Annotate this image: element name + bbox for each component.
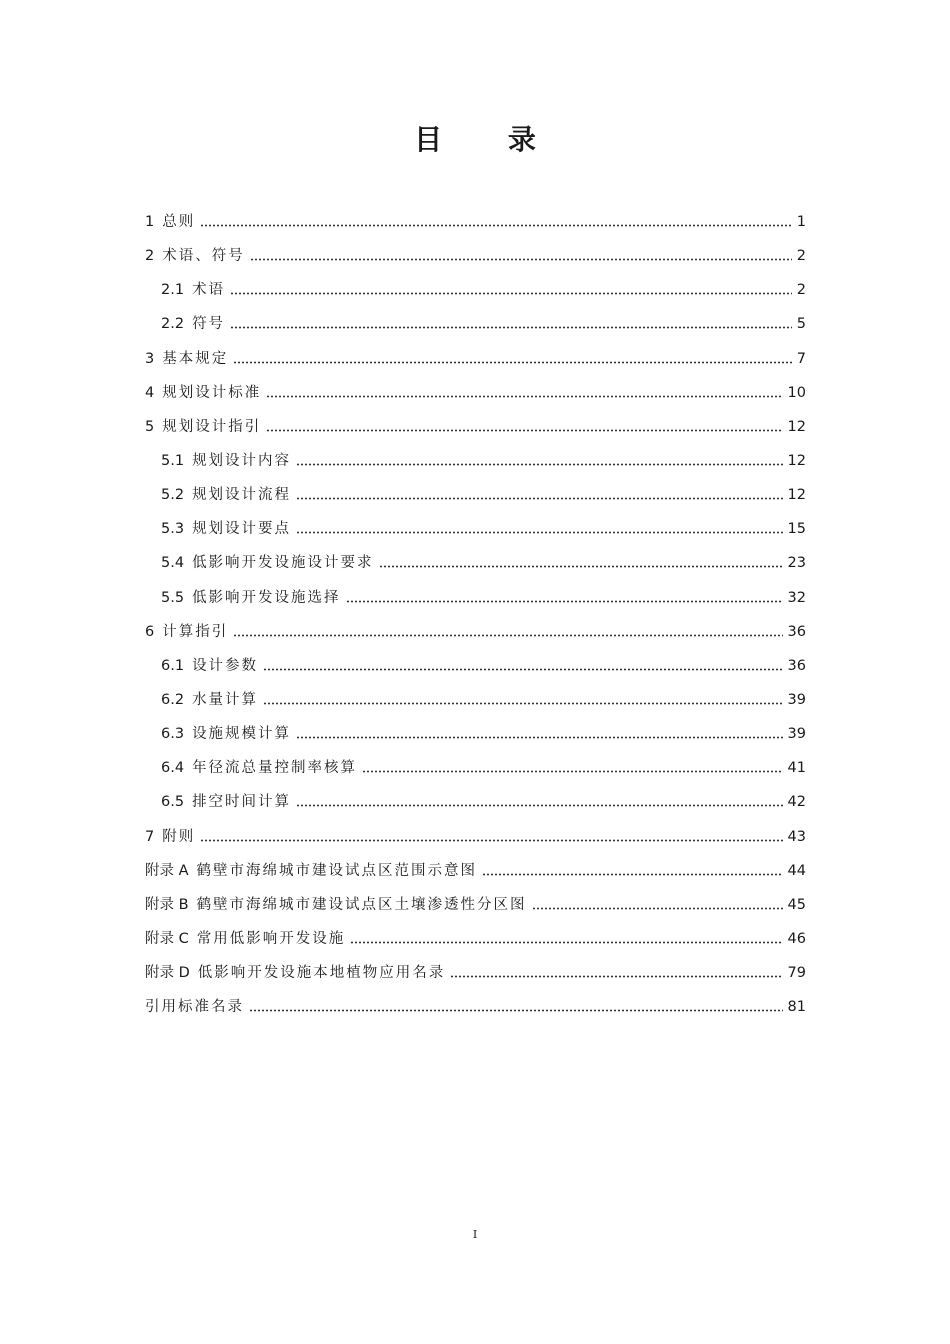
toc-entry-label: 设施规模计算 (192, 726, 292, 743)
toc-entry[interactable] (145, 785, 806, 819)
toc-entry-number: 附录 D (145, 965, 190, 982)
toc-entry[interactable] (145, 273, 806, 307)
toc-entry-label: 排空时间计算 (192, 794, 292, 811)
toc-entry[interactable] (145, 546, 806, 580)
toc-entry[interactable] (145, 307, 806, 341)
toc-entry-label: 常用低影响开发设施 (196, 930, 346, 947)
toc-dot-leader (233, 361, 792, 364)
toc-entry-label: 引用标准名录 (145, 999, 244, 1016)
toc-entry-label: 低影响开发设施选择 (192, 589, 341, 606)
toc-entry[interactable] (145, 956, 806, 990)
toc-entry-page: 12 (787, 452, 806, 469)
toc-entry-page: 79 (787, 965, 806, 982)
toc-entry-number: 5 (145, 418, 155, 435)
toc-dot-leader (200, 839, 782, 842)
toc-dot-leader (450, 975, 782, 978)
toc-entry[interactable] (145, 205, 806, 239)
toc-entry-page: 43 (787, 828, 806, 845)
toc-dot-leader (482, 873, 783, 876)
toc-entry-number: 1 (145, 214, 155, 230)
table-of-contents (145, 205, 806, 1024)
toc-entry[interactable] (145, 990, 806, 1024)
toc-dot-leader (362, 770, 782, 773)
page-title: 目 录 (414, 123, 564, 156)
toc-entry-number: 附录 C (145, 930, 189, 947)
toc-entry[interactable] (145, 683, 806, 717)
toc-entry-label: 年径流总量控制率核算 (192, 760, 358, 777)
toc-entry[interactable] (145, 854, 806, 888)
toc-entry-number: 6.5 (161, 794, 185, 811)
toc-entry-page: 41 (787, 760, 806, 777)
toc-entry[interactable] (145, 751, 806, 785)
toc-entry-label: 规划设计内容 (192, 452, 292, 469)
toc-entry-label: 基本规定 (162, 350, 229, 367)
toc-dot-leader (263, 702, 782, 705)
toc-entry-label: 规划设计指引 (162, 418, 262, 435)
toc-entry-page: 12 (787, 487, 806, 504)
toc-entry-number: 4 (145, 384, 155, 401)
toc-entry-page: 10 (787, 384, 806, 401)
toc-entry-label: 低影响开发设施本地植物应用名录 (197, 965, 446, 982)
toc-dot-leader (200, 224, 792, 227)
toc-entry-label: 设计参数 (192, 657, 259, 674)
toc-entry-number: 6.2 (161, 691, 185, 708)
toc-entry-page: 2 (796, 282, 806, 299)
toc-dot-leader (296, 497, 782, 500)
toc-entry-page: 36 (787, 623, 806, 640)
toc-entry-page: 7 (796, 350, 806, 367)
toc-entry-page: 12 (787, 418, 806, 435)
toc-entry-page: 39 (787, 691, 806, 708)
toc-entry[interactable] (145, 888, 806, 922)
toc-dot-leader (230, 326, 792, 329)
page-number-footer: I (472, 1228, 478, 1241)
toc-entry-page: 15 (787, 521, 806, 538)
toc-entry-number: 3 (145, 350, 155, 367)
toc-entry-number: 附录 A (145, 862, 189, 879)
toc-entry-page: 36 (787, 657, 806, 674)
toc-entry-page: 44 (787, 862, 806, 879)
toc-entry[interactable] (145, 478, 806, 512)
toc-entry-label: 计算指引 (162, 623, 229, 640)
toc-entry-label: 鹤壁市海绵城市建设试点区范围示意图 (196, 862, 478, 879)
toc-entry-label: 低影响开发设施设计要求 (192, 555, 374, 572)
toc-entry[interactable] (145, 444, 806, 478)
toc-entry-label: 符号 (192, 316, 226, 333)
toc-entry[interactable] (145, 717, 806, 751)
toc-dot-leader (379, 565, 783, 568)
toc-entry-number: 附录 B (145, 896, 189, 913)
toc-entry-number: 6 (145, 623, 155, 640)
toc-entry-number: 5.4 (161, 555, 185, 572)
toc-entry-number: 6.3 (161, 726, 185, 743)
toc-entry[interactable] (145, 512, 806, 546)
toc-entry-number: 5.2 (161, 487, 185, 504)
toc-entry-label: 鹤壁市海绵城市建设试点区土壤渗透性分区图 (196, 896, 527, 913)
toc-entry-page: 2 (796, 248, 806, 265)
toc-entry-label: 术语 (192, 282, 226, 299)
toc-entry[interactable] (145, 922, 806, 956)
toc-entry-number: 5.3 (161, 521, 185, 538)
toc-dot-leader (346, 600, 783, 603)
toc-entry-number: 5.5 (161, 589, 185, 606)
toc-entry[interactable] (145, 820, 806, 854)
toc-entry-label: 附则 (162, 828, 196, 845)
toc-entry-number: 5.1 (161, 452, 185, 469)
toc-entry[interactable] (145, 239, 806, 273)
toc-entry-number: 7 (145, 828, 155, 845)
toc-entry-page: 1 (796, 214, 806, 230)
toc-entry-label: 规划设计要点 (192, 521, 292, 538)
toc-entry-number: 2.1 (161, 282, 185, 299)
toc-entry-page: 46 (787, 930, 806, 947)
toc-dot-leader (296, 736, 782, 739)
toc-entry[interactable] (145, 342, 806, 376)
toc-entry-label: 总则 (162, 214, 196, 230)
toc-entry-label: 术语、符号 (162, 248, 245, 265)
toc-dot-leader (249, 1009, 783, 1012)
toc-entry[interactable] (145, 376, 806, 410)
toc-entry[interactable] (145, 649, 806, 683)
toc-entry-number: 6.4 (161, 760, 185, 777)
toc-entry-page: 45 (787, 896, 806, 913)
toc-dot-leader (230, 292, 792, 295)
toc-entry[interactable] (145, 581, 806, 615)
toc-entry-page: 81 (787, 999, 806, 1016)
toc-entry-page: 23 (787, 555, 806, 572)
toc-entry-number: 2.2 (161, 316, 185, 333)
toc-entry-number: 6.1 (161, 657, 185, 674)
toc-entry-page: 39 (787, 726, 806, 743)
toc-dot-leader (233, 634, 782, 637)
toc-entry[interactable] (145, 410, 806, 444)
toc-dot-leader (532, 907, 783, 910)
toc-dot-leader (296, 531, 782, 534)
toc-entry-page: 5 (796, 316, 806, 333)
toc-entry-page: 32 (787, 589, 806, 606)
toc-entry-label: 规划设计标准 (162, 384, 262, 401)
toc-entry-label: 水量计算 (192, 691, 259, 708)
toc-dot-leader (296, 804, 782, 807)
toc-entry-number: 2 (145, 248, 155, 265)
toc-dot-leader (296, 463, 782, 466)
toc-dot-leader (266, 395, 782, 398)
toc-dot-leader (263, 668, 782, 671)
toc-entry[interactable] (145, 615, 806, 649)
toc-dot-leader (350, 941, 782, 944)
toc-entry-label: 规划设计流程 (192, 487, 292, 504)
toc-dot-leader (266, 429, 782, 432)
toc-entry-page: 42 (787, 794, 806, 811)
toc-dot-leader (250, 258, 792, 261)
